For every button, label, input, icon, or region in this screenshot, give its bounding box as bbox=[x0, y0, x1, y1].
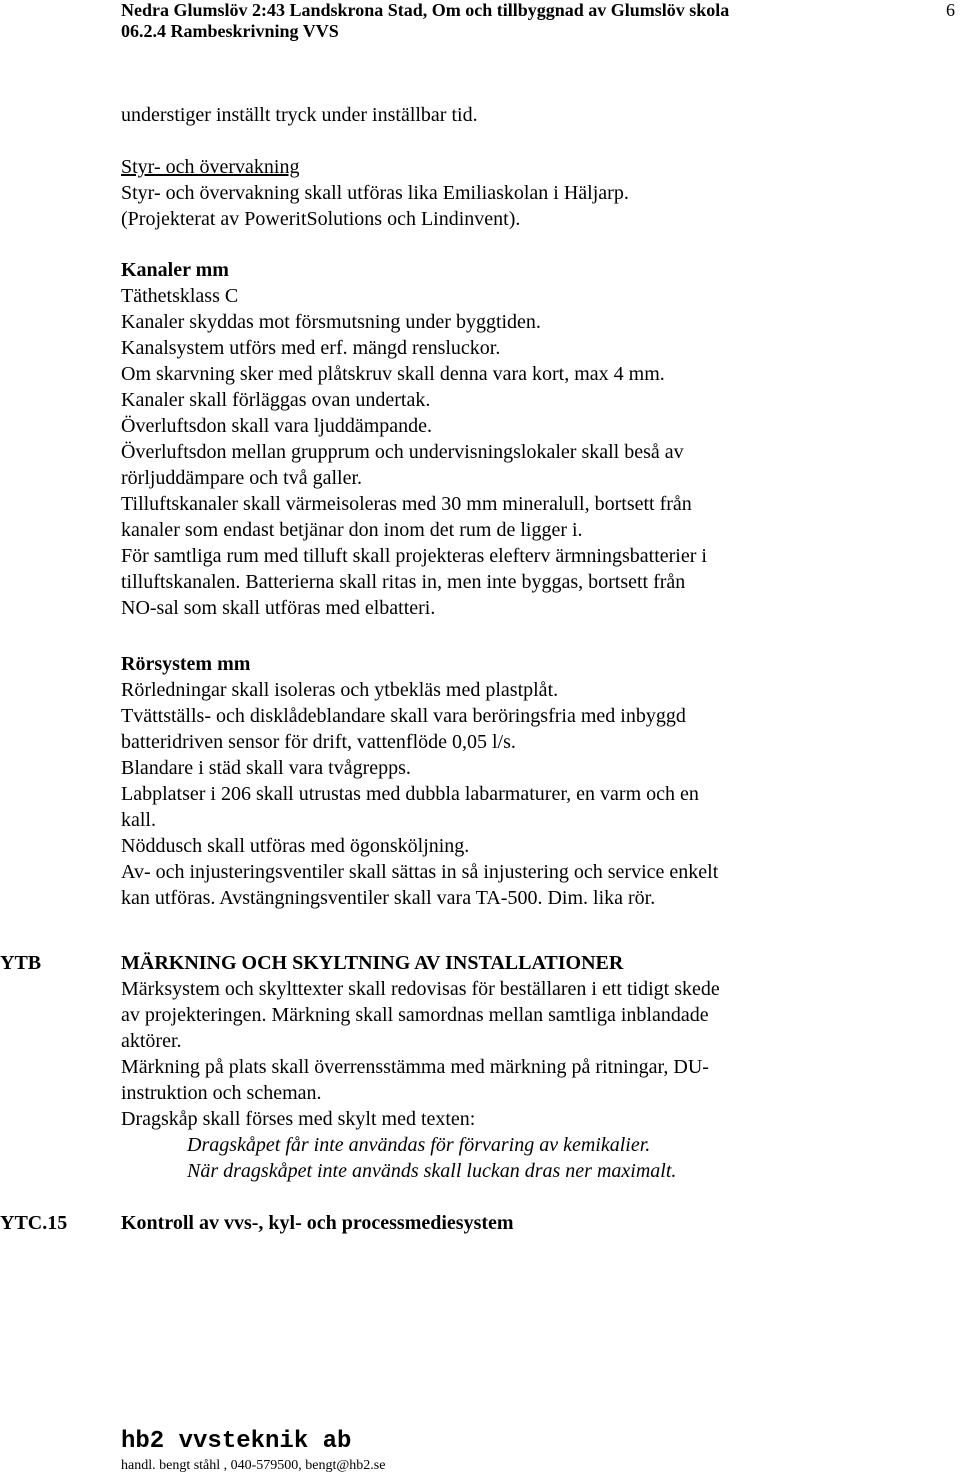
ytb-line: aktörer. bbox=[121, 1030, 182, 1052]
ytb-heading: MÄRKNING OCH SKYLTNING AV INSTALLATIONER bbox=[121, 952, 624, 974]
ror-line: kan utföras. Avstängningsventiler skall vara TA-500. Dim. lika rör. bbox=[121, 887, 656, 909]
ytc-heading: Kontroll av vvs-, kyl- och processmediesystem bbox=[121, 1212, 514, 1234]
ytb-line: av projekteringen. Märkning skall samordnas mellan samtliga inblandade bbox=[121, 1004, 709, 1026]
footer-company: hb2 vvsteknik ab bbox=[121, 1428, 352, 1455]
kanaler-line: Tilluftskanaler skall värmeisoleras med 30 mm mineralull, bortsett från bbox=[121, 493, 692, 515]
styr-heading: Styr- och övervakning bbox=[121, 156, 300, 178]
ytb-section bbox=[121, 950, 720, 1184]
kanaler-line: Kanalsystem utförs med erf. mängd rensluckor. bbox=[121, 337, 501, 359]
ytb-sign-text-2: När dragskåpet inte används skall luckan dras ner maximalt. bbox=[187, 1160, 677, 1182]
header-subtitle: 06.2.4 Rambeskrivning VVS bbox=[121, 21, 339, 41]
kanaler-line: Överluftsdon mellan grupprum och undervisningslokaler skall beså av bbox=[121, 441, 684, 463]
kanaler-line: Om skarvning sker med plåtskruv skall denna vara kort, max 4 mm. bbox=[121, 363, 665, 385]
ror-line: Av- och injusteringsventiler skall sättas in så injustering och service enkelt bbox=[121, 861, 719, 883]
ror-line: Labplatser i 206 skall utrustas med dubbla labarmaturer, en varm och en bbox=[121, 783, 699, 805]
styr-line-1: Styr- och övervakning skall utföras lika Emiliaskolan i Häljarp. bbox=[121, 182, 629, 204]
kanaler-line: Täthetsklass C bbox=[121, 285, 239, 307]
kanaler-line: rörljuddämpare och två galler. bbox=[121, 467, 363, 489]
kanaler-line: kanaler som endast betjänar don inom det rum de ligger i. bbox=[121, 519, 583, 541]
ytb-sign-text-1: Dragskåpet får inte användas för förvaring av kemikalier. bbox=[187, 1134, 651, 1156]
kanaler-section bbox=[121, 257, 707, 621]
ror-line: Rörledningar skall isoleras och ytbekläs med plastplåt. bbox=[121, 679, 559, 701]
kanaler-line: NO-sal som skall utföras med elbatteri. bbox=[121, 597, 436, 619]
ytb-line: Märksystem och skylttexter skall redovisas för beställaren i ett tidigt skede bbox=[121, 978, 720, 1000]
ror-line: Nöddusch skall utföras med ögonsköljning. bbox=[121, 835, 470, 857]
kanaler-line: Kanaler skyddas mot försmutsning under byggtiden. bbox=[121, 311, 541, 333]
ytb-line: Dragskåp skall förses med skylt med texten: bbox=[121, 1108, 476, 1130]
header-title: Nedra Glumslöv 2:43 Landskrona Stad, Om och tillbyggnad av Glumslöv skola bbox=[121, 0, 730, 20]
styr-section bbox=[121, 154, 629, 232]
intro-line: understiger inställt tryck under inställbar tid. bbox=[121, 104, 478, 126]
ytb-line: Märkning på plats skall överrensstämma med märkning på ritningar, DU- bbox=[121, 1056, 709, 1078]
kanaler-line: För samtliga rum med tilluft skall projekteras elefterv ärmningsbatterier i bbox=[121, 545, 707, 567]
kanaler-line: tilluftskanalen. Batterierna skall ritas in, men inte byggas, bortsett från bbox=[121, 571, 686, 593]
kanaler-line: Överluftsdon skall vara ljuddämpande. bbox=[121, 415, 433, 437]
ytb-line: instruktion och scheman. bbox=[121, 1082, 322, 1104]
ror-line: Blandare i städ skall vara tvågrepps. bbox=[121, 757, 411, 779]
ytc-section bbox=[121, 1210, 514, 1236]
ror-section bbox=[121, 651, 718, 911]
ror-line: batteridriven sensor för drift, vattenflöde 0,05 l/s. bbox=[121, 731, 516, 753]
ytc-code: YTC.15 bbox=[0, 1212, 68, 1234]
ror-line: Tvättställs- och disklådeblandare skall vara beröringsfria med inbyggd bbox=[121, 705, 686, 727]
styr-line-2: (Projekterat av PoweritSolutions och Lindinvent). bbox=[121, 208, 521, 230]
ror-line: kall. bbox=[121, 809, 156, 831]
ror-heading: Rörsystem mm bbox=[121, 653, 251, 675]
kanaler-heading: Kanaler mm bbox=[121, 259, 229, 281]
kanaler-line: Kanaler skall förläggas ovan undertak. bbox=[121, 389, 431, 411]
ytb-code: YTB bbox=[0, 952, 42, 974]
intro-block bbox=[121, 102, 478, 128]
footer-contact: handl. bengt ståhl , 040-579500, bengt@hb2.se bbox=[121, 1458, 386, 1473]
page-number: 6 bbox=[946, 0, 955, 20]
